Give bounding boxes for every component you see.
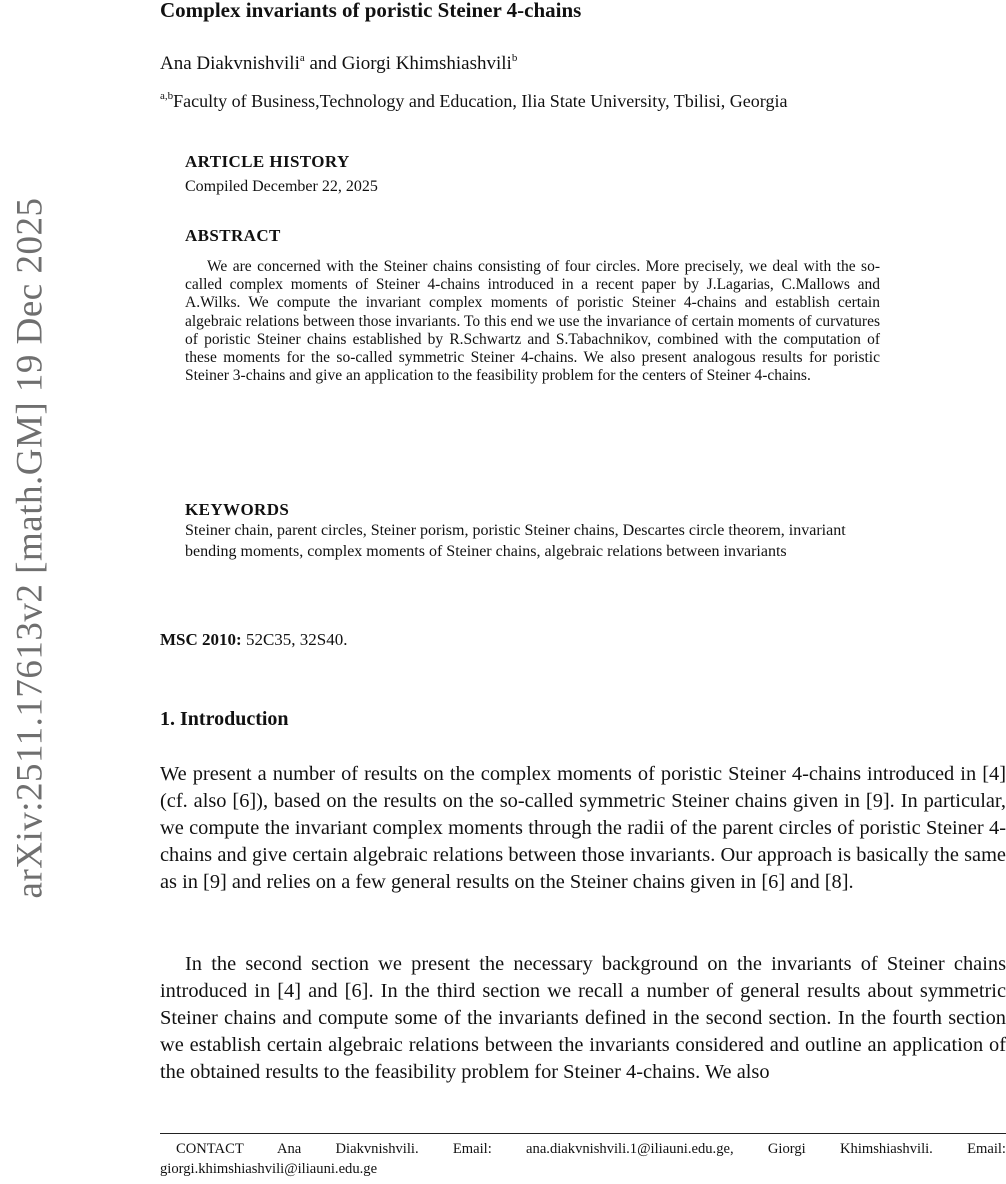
intro-paragraph: We present a number of results on the complex moments of poristic Steiner 4-chains introduced in [4] (cf. also [6]), based on the results on the so-called symmetric Steiner chains given in [9]. In particular, we compute the invariant complex moments through the radii of the parent circles of poristic Steiner 4-chains and give certain algebraic relations between those invariants. Our approach is basically the same as in [9] and relies on a few general results on the Steiner chains given in [6] and [8]. xyxy=(160,763,1006,893)
msc-codes: 52C35, 32S40. xyxy=(241,630,348,649)
msc-line xyxy=(160,630,348,650)
arxiv-sidebar xyxy=(0,0,70,1184)
msc-label: MSC 2010: xyxy=(160,630,242,649)
keywords-text: Steiner chain, parent circles, Steiner porism, poristic Steiner chains, Descartes circle theorem, invariant bending moments, complex moments of Steiner chains, algebraic relations between invariants xyxy=(185,522,846,560)
keywords-section xyxy=(185,500,885,562)
arxiv-stamp: arXiv:2511.17613v2 [math.GM] 19 Dec 2025 xyxy=(9,197,51,899)
article-history xyxy=(185,152,885,197)
author-line xyxy=(160,52,517,75)
abstract-section xyxy=(185,226,885,385)
author-conjunction: and xyxy=(304,53,342,74)
intro-paragraph: In the second section we present the necessary background on the invariants of Steiner chains introduced in [4] and [6]. In the third section we recall a number of general results about symmetric Steiner chains and compute some of the invariants defined in the second section. In the fourth section we establish certain algebraic relations between the invariants considered and outline an application of the obtained results to the feasibility problem for Steiner 4-chains. We also xyxy=(160,953,1006,1083)
contact-footnote: CONTACT Ana Diakvnishvili. Email: ana.diakvnishvili.1@iliauni.edu.ge, Giorgi Khimshiashvili. Email: giorgi.khimshiashvili@iliauni.edu.ge xyxy=(160,1141,1006,1177)
affiliation-mark: a,b xyxy=(160,90,174,102)
author-name: Giorgi Khimshiashvili xyxy=(341,53,512,74)
keywords-heading: KEYWORDS xyxy=(185,500,290,519)
article-history-heading: ARTICLE HISTORY xyxy=(185,152,350,171)
abstract-heading: ABSTRACT xyxy=(185,226,281,245)
abstract-text: We are concerned with the Steiner chains consisting of four circles. More precisely, we deal with the so-called complex moments of Steiner 4-chains introduced in a recent paper by J.Lagarias, C.Mallows and A.Wilks. We compute the invariant complex moments of poristic Steiner 4-chains and establish certain algebraic relations between those invariants. To this end we use the invariance of certain moments of curvatures of poristic Steiner chains established by R.Schwartz and S.Tabachnikov, combined with the computation of these moments for the so-called symmetric Steiner 4-chains. We also present analogous results for poristic Steiner 3-chains and give an application to the feasibility problem for the centers of Steiner 4-chains. xyxy=(185,258,880,385)
author-affil-mark: b xyxy=(511,52,518,64)
author-affil-mark: a xyxy=(299,52,305,64)
affiliation-line xyxy=(160,90,787,112)
footnote-divider xyxy=(160,1133,1006,1134)
section-heading: 1. Introduction xyxy=(160,708,289,730)
paper-title: Complex invariants of poristic Steiner 4-chains xyxy=(160,0,582,22)
affiliation: Faculty of Business,Technology and Education, Ilia State University, Tbilisi, Georgia xyxy=(173,91,788,111)
compiled-date: Compiled December 22, 2025 xyxy=(185,178,378,195)
author-name: Ana Diakvnishvili xyxy=(160,53,300,74)
